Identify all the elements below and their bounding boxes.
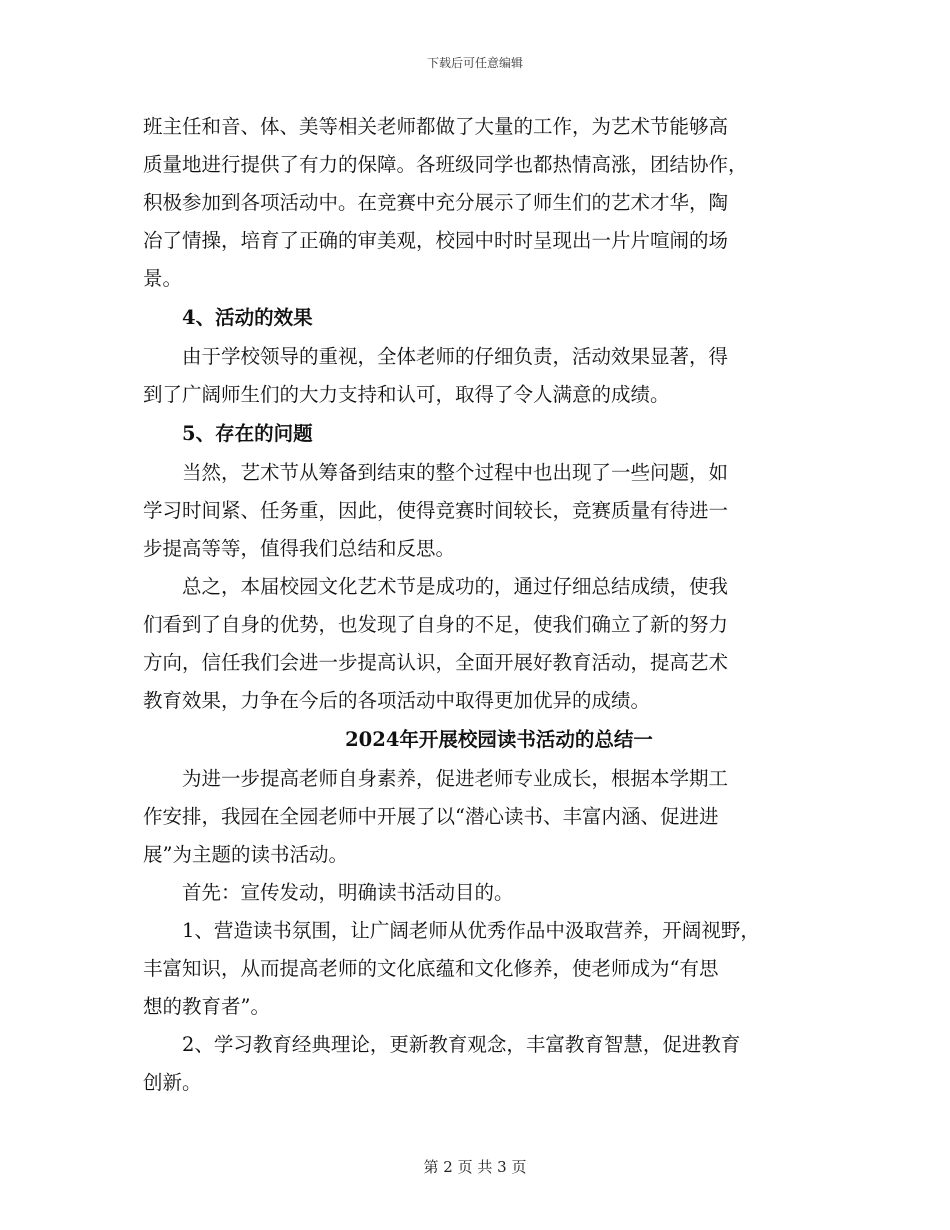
text-line: 想的教育者”。 — [143, 995, 270, 1018]
text-line: 由于学校领导的重视，全体老师的仔细负责，活动效果显著，得 — [182, 345, 729, 368]
paragraph-art-festival-work — [143, 108, 815, 298]
document-title: 2024年开展校园读书活动的总结一 — [345, 728, 653, 751]
document-body — [143, 108, 815, 1102]
paragraph-item-1 — [143, 912, 815, 1026]
section-heading-effect: 4、活动的效果 — [182, 306, 313, 329]
text-line: 积极参加到各项活动中。在竞赛中充分展示了师生们的艺术才华，陶 — [143, 191, 729, 214]
text-line: 作安排，我园在全园老师中开展了以“潜心读书、丰富内涵、促进进 — [143, 805, 719, 828]
text-line: 步提高等等，值得我们总结和反思。 — [143, 537, 456, 560]
text-line: 首先：宣传发动，明确读书活动目的。 — [182, 881, 514, 904]
text-line: 质量地进行提供了有力的保障。各班级同学也都热情高涨，团结协作， — [143, 153, 748, 176]
text-line: 方向，信任我们会进一步提高认识，全面开展好教育活动，提高艺术 — [143, 651, 729, 674]
page-number: 第 2 页 共 3 页 — [423, 1158, 527, 1176]
text-line: 教育效果，力争在今后的各项活动中取得更加优异的成绩。 — [143, 689, 651, 712]
text-line: 2、学习教育经典理论，更新教育观念，丰富教育智慧，促进教育 — [182, 1033, 741, 1056]
paragraph-first — [143, 874, 815, 912]
text-line: 1、营造读书氛围，让广阔老师从优秀作品中汲取营养，开阔视野， — [182, 919, 760, 942]
text-line: 班主任和音、体、美等相关老师都做了大量的工作，为艺术节能够高 — [143, 115, 729, 138]
page-header: 下载后可任意编辑 — [426, 56, 523, 70]
text-line: 冶了情操，培育了正确的审美观，校园中时时呈现出一片片喧闹的场 — [143, 229, 729, 252]
text-line: 创新。 — [143, 1071, 202, 1094]
text-line: 为进一步提高老师自身素养，促进老师专业成长，根据本学期工 — [182, 767, 729, 790]
paragraph-conclusion — [143, 568, 815, 720]
paragraph-item-2 — [143, 1026, 815, 1102]
text-line: 当然，艺术节从筹备到结束的整个过程中也出现了一些问题，如 — [182, 461, 729, 484]
text-line: 展”为主题的读书活动。 — [143, 843, 348, 866]
text-line: 到了广阔师生们的大力支持和认可，取得了令人满意的成绩。 — [143, 383, 670, 406]
paragraph-effect — [143, 338, 815, 414]
paragraph-problems — [143, 454, 815, 568]
text-line: 总之，本届校园文化艺术节是成功的，通过仔细总结成绩，使我 — [182, 575, 729, 598]
text-line: 丰富知识，从而提高老师的文化底蕴和文化修养，使老师成为“有思 — [143, 957, 719, 980]
paragraph-reading-intro — [143, 760, 815, 874]
text-line: 们看到了自身的优势，也发现了自身的不足，使我们确立了新的努力 — [143, 613, 729, 636]
section-heading-problems: 5、存在的问题 — [182, 422, 313, 445]
text-line: 学习时间紧、任务重，因此，使得竞赛时间较长，竞赛质量有待进一 — [143, 499, 729, 522]
text-line: 景。 — [143, 267, 183, 290]
